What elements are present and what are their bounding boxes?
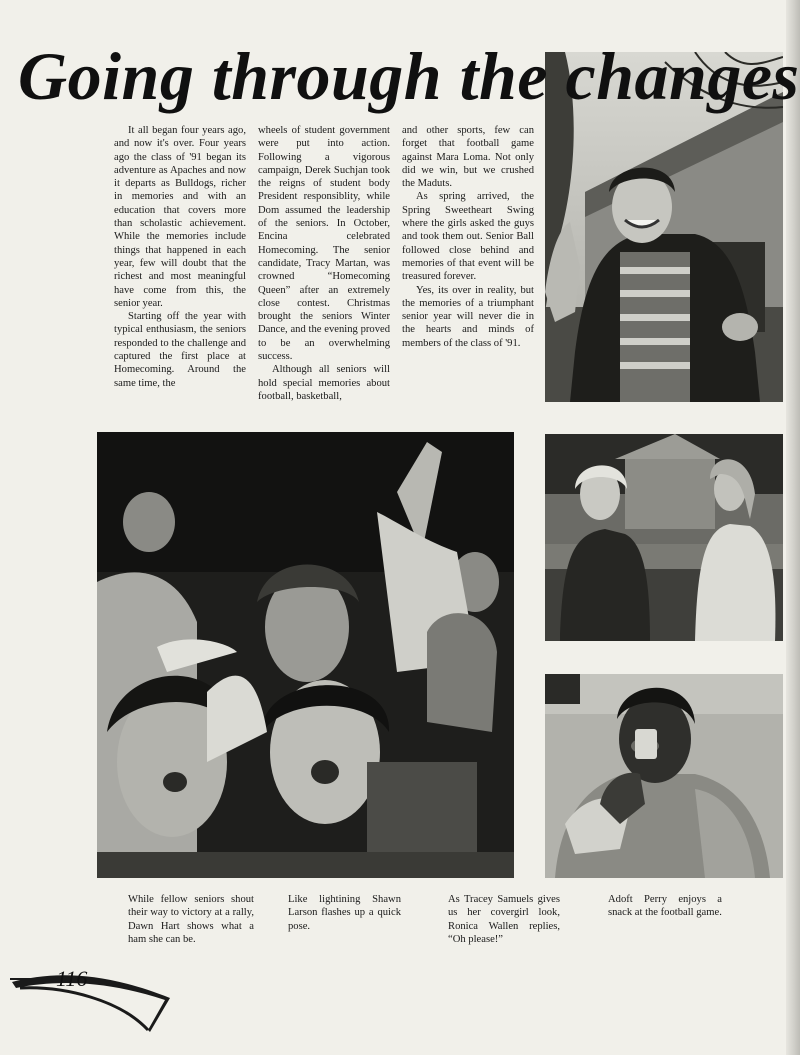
- story-paragraph: Starting off the year with typical enthusiasm, the seniors responded to the challenge and captured the first place at Homecoming. Around the same time, the: [114, 311, 246, 389]
- caption-tracey: As Tracey Samuels gives us her covergirl look, Ronica Wallen replies, “Oh please!”: [448, 894, 560, 945]
- story-paragraph: Although all seniors will hold special memories about football, basketball,: [258, 364, 390, 402]
- caption-rally: While fellow seniors shout their way to victory at a rally, Dawn Hart shows what a ham she can be.: [128, 894, 254, 945]
- story-paragraph: It all began four years ago, and now it's over. Four years ago the class of '91 began its adventure as Apaches and now it departs as Bulldogs, richer in memories and with an education that covers more than scholastic achievement. While the memories include things that happened in each year, few will doubt that the richest and most meaningful have come from this, the senior year.: [114, 125, 246, 309]
- story-paragraph: and other sports, few can forget that football game against Mara Loma. Not only did we win, but we crushed the Maduts.: [402, 125, 534, 190]
- photo-adoft-perry: [545, 674, 783, 878]
- story-column-3: [402, 124, 534, 350]
- folio-swoosh-icon: [10, 960, 175, 1035]
- photo-rally-crowd: [97, 432, 514, 878]
- story-column-2: [258, 124, 390, 403]
- story-paragraph: Yes, its over in reality, but the memories of a triumphant senior year will never die in the hearts and minds of members of the class of '91.: [402, 284, 534, 349]
- page-number: 116: [56, 966, 88, 991]
- caption-adoft: Adoft Perry enjoys a snack at the football game.: [608, 894, 722, 919]
- story-paragraph: As spring arrived, the Spring Sweetheart Swing where the girls asked the guys and took them out. Senior Ball followed close behind and memories of that event will be treasured forever.: [402, 191, 534, 283]
- caption-shawn: Like lightining Shawn Larson flashes up a quick pose.: [288, 894, 401, 932]
- photo-tracey-ronica: [545, 434, 783, 641]
- story-column-1: [114, 124, 246, 390]
- page-title: Going through the changes: [18, 38, 800, 114]
- page-edge-shadow: [786, 0, 800, 1055]
- story-paragraph: wheels of student government were put into action. Following a vigorous campaign, Derek Suchjan took the reigns of student body President responsiblity, while Dom assumed the leadership of the seniors. In October, Encina celebrated Homecoming. The senior candidate, Tracy Martan, was crowned “Homecoming Queen” after an extremely close contest. Christmas brought the seniors Winter Dance, and the evening proved to be an overwhelming success.: [258, 125, 390, 363]
